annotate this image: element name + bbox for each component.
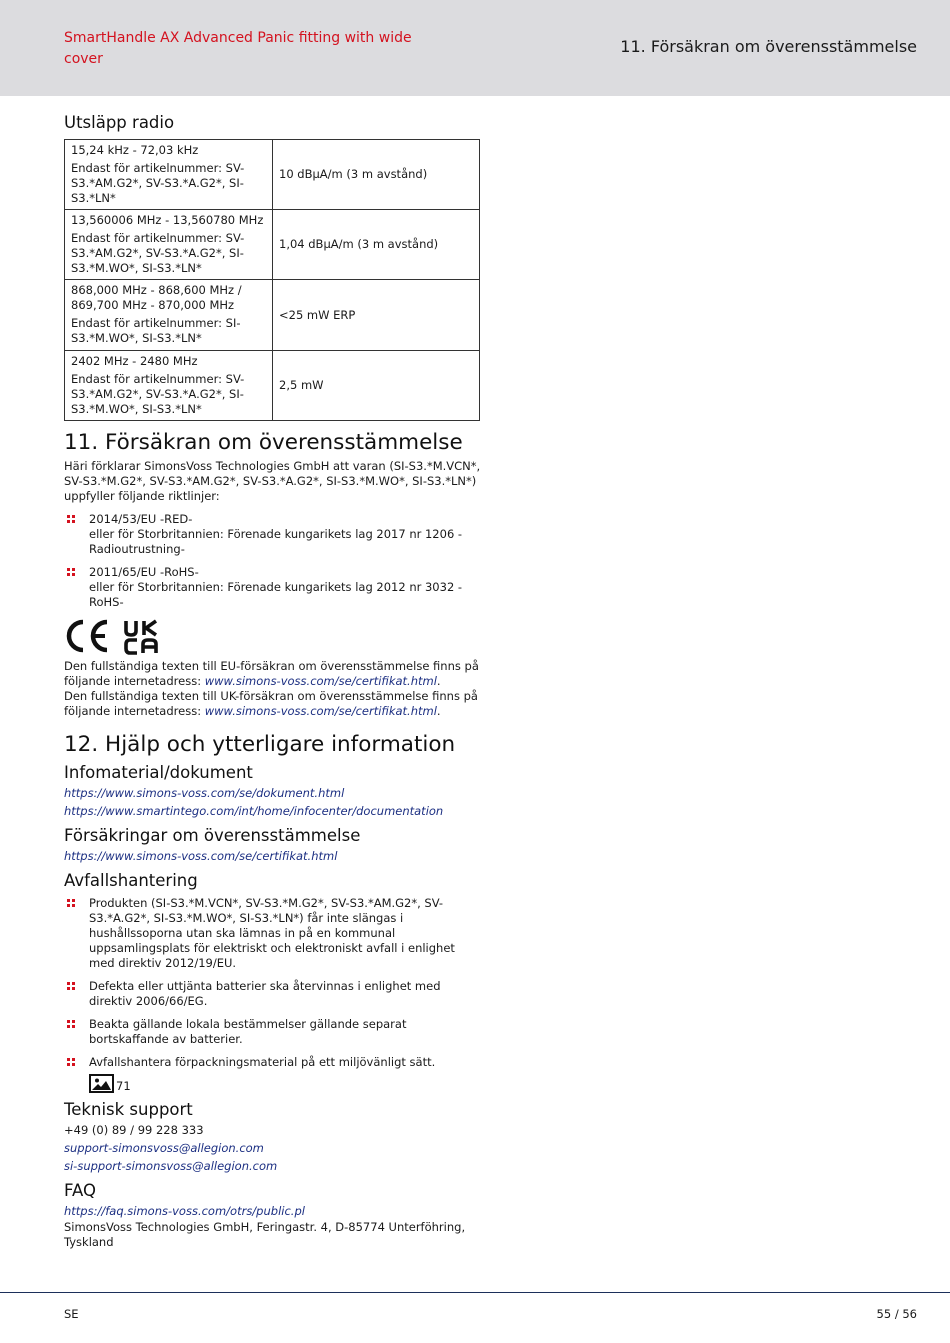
directive-list — [64, 512, 484, 610]
list-item — [64, 512, 484, 557]
main-content — [64, 112, 484, 1250]
article-note: Endast för artikelnummer: SV-S3.*AM.G2*, SV-S3.*A.G2*, SI-S3.*M.WO*, SI-S3.*LN* — [71, 372, 245, 416]
uk-declaration-text — [64, 689, 484, 719]
waste-item-text: Defekta eller uttjänta batterier ska återvinnas i enlighet med direktiv 2006/66/EG. — [89, 979, 441, 1008]
waste-item-text: Avfallshantera förpackningsmaterial på ett miljövänligt sätt. — [89, 1055, 436, 1069]
faq-link[interactable]: https://faq.simons-voss.com/otrs/public.pl — [64, 1204, 305, 1218]
directive-uk-note: eller för Storbritannien: Förenade kungarikets lag 2012 nr 3032 -RoHS- — [89, 580, 463, 609]
frequency-range: 13,560006 MHz - 13,560780 MHz — [71, 213, 264, 227]
certificates-link[interactable]: https://www.simons-voss.com/se/certifikat.html — [64, 849, 338, 863]
emission-value: 1,04 dBμA/m (3 m avstånd) — [273, 210, 480, 280]
page-header — [0, 0, 950, 96]
image-icon — [89, 1074, 114, 1093]
frequency-range: 15,24 kHz - 72,03 kHz — [71, 143, 199, 157]
table-row — [65, 140, 480, 210]
directive-name: 2014/53/EU -RED- — [89, 512, 193, 526]
uk-period: . — [436, 704, 441, 718]
support-email-link[interactable]: support-simonsvoss@allegion.com — [64, 1141, 264, 1155]
bullet-icon — [67, 1020, 75, 1028]
support-heading: Teknisk support — [64, 1100, 193, 1119]
list-item — [64, 1017, 484, 1047]
article-note: Endast för artikelnummer: SV-S3.*AM.G2*, SV-S3.*A.G2*, SI-S3.*LN* — [71, 161, 245, 205]
article-note: Endast för artikelnummer: SV-S3.*AM.G2*, SV-S3.*A.G2*, SI-S3.*M.WO*, SI-S3.*LN* — [71, 231, 245, 275]
si-support-email-link[interactable]: si-support-simonsvoss@allegion.com — [64, 1159, 278, 1173]
table-row — [65, 351, 480, 421]
table-row — [65, 210, 480, 280]
document-title: SmartHandle AX Advanced Panic fitting with wide cover — [64, 30, 412, 67]
footer-divider — [0, 1292, 950, 1293]
section-11-heading: 11. Försäkran om överensstämmelse — [64, 430, 463, 455]
directive-uk-note: eller för Storbritannien: Förenade kungarikets lag 2017 nr 1206 -Radioutrustning- — [89, 527, 463, 556]
support-phone: +49 (0) 89 / 99 228 333 — [64, 1123, 204, 1137]
page-number: 55 / 56 — [876, 1307, 917, 1321]
bullet-icon — [67, 1058, 75, 1066]
bullet-icon — [67, 568, 75, 576]
footer-language: SE — [64, 1307, 79, 1321]
image-number: 71 — [116, 1079, 131, 1093]
waste-heading: Avfallshantering — [64, 871, 198, 890]
frequency-cell — [65, 140, 273, 210]
eu-declaration-label: Den fullständiga texten till EU-försäkran om överensstämmelse finns på följande internetadress: — [64, 659, 479, 688]
frequency-range: 868,000 MHz - 868,600 MHz / 869,700 MHz - 870,000 MHz — [71, 283, 242, 312]
frequency-cell — [65, 210, 273, 280]
emission-value: <25 mW ERP — [273, 280, 480, 351]
info-material-heading: Infomaterial/dokument — [64, 763, 253, 782]
list-item — [64, 565, 484, 610]
bullet-icon — [67, 982, 75, 990]
waste-item-text: Beakta gällande lokala bestämmelser gällande separat bortskaffande av batterier. — [89, 1017, 407, 1046]
company-address: SimonsVoss Technologies GmbH, Feringastr. 4, D-85774 Unterföhring, Tyskland — [64, 1220, 466, 1249]
frequency-range: 2402 MHz - 2480 MHz — [71, 354, 198, 368]
frequency-cell — [65, 280, 273, 351]
list-item — [64, 896, 484, 971]
emission-value: 10 dBμA/m (3 m avstånd) — [273, 140, 480, 210]
eu-declaration-link[interactable]: www.simons-voss.com/se/certifikat.html — [204, 674, 437, 688]
list-item — [64, 1055, 484, 1070]
smartintego-docs-link[interactable]: https://www.smartintego.com/int/home/infocenter/documentation — [64, 804, 444, 818]
ce-mark-icon — [64, 619, 110, 653]
header-section-title: 11. Försäkran om överensstämmelse — [620, 37, 917, 56]
waste-item-text: Produkten (SI-S3.*M.VCN*, SV-S3.*M.G2*, SV-S3.*AM.G2*, SV-S3.*A.G2*, SI-S3.*M.WO*, SI-S3.*LN*) får inte slängas i hushållssoporna utan ska lämnas in på en kommunal uppsamlingsplats för elektriskt och elektroniskt avfall i enlighet med direktiv 2012/19/EU. — [89, 896, 455, 970]
eu-declaration-text — [64, 659, 484, 689]
bullet-icon — [67, 515, 75, 523]
documents-link[interactable]: https://www.simons-voss.com/se/dokument.html — [64, 786, 345, 800]
faq-heading: FAQ — [64, 1181, 96, 1200]
directive-name: 2011/65/EU -RoHS- — [89, 565, 199, 579]
ukca-mark-icon — [123, 619, 159, 655]
conformity-intro: Häri förklarar SimonsVoss Technologies GmbH att varan (SI-S3.*M.VCN*, SV-S3.*M.G2*, SV-S3.*AM.G2*, SV-S3.*A.G2*, SI-S3.*M.WO*, SI-S3.*LN*) uppfyller följande riktlinjer: — [64, 459, 481, 503]
uk-declaration-link[interactable]: www.simons-voss.com/se/certifikat.html — [204, 704, 437, 718]
bullet-icon — [67, 899, 75, 907]
radio-emission-table — [64, 139, 480, 421]
frequency-cell — [65, 351, 273, 421]
article-note: Endast för artikelnummer: SI-S3.*M.WO*, SI-S3.*LN* — [71, 316, 241, 345]
certs-heading: Försäkringar om överensstämmelse — [64, 826, 361, 845]
list-item — [64, 979, 484, 1009]
uk-declaration-label: Den fullständiga texten till UK-försäkran om överensstämmelse finns på följande internetadress: — [64, 689, 478, 718]
radio-emission-heading: Utsläpp radio — [64, 113, 175, 132]
section-12-heading: 12. Hjälp och ytterligare information — [64, 732, 456, 757]
table-row — [65, 280, 480, 351]
certification-marks — [64, 619, 484, 655]
eu-period: . — [436, 674, 441, 688]
emission-value: 2,5 mW — [273, 351, 480, 421]
waste-list — [64, 896, 484, 1070]
image-reference[interactable] — [64, 1074, 484, 1094]
